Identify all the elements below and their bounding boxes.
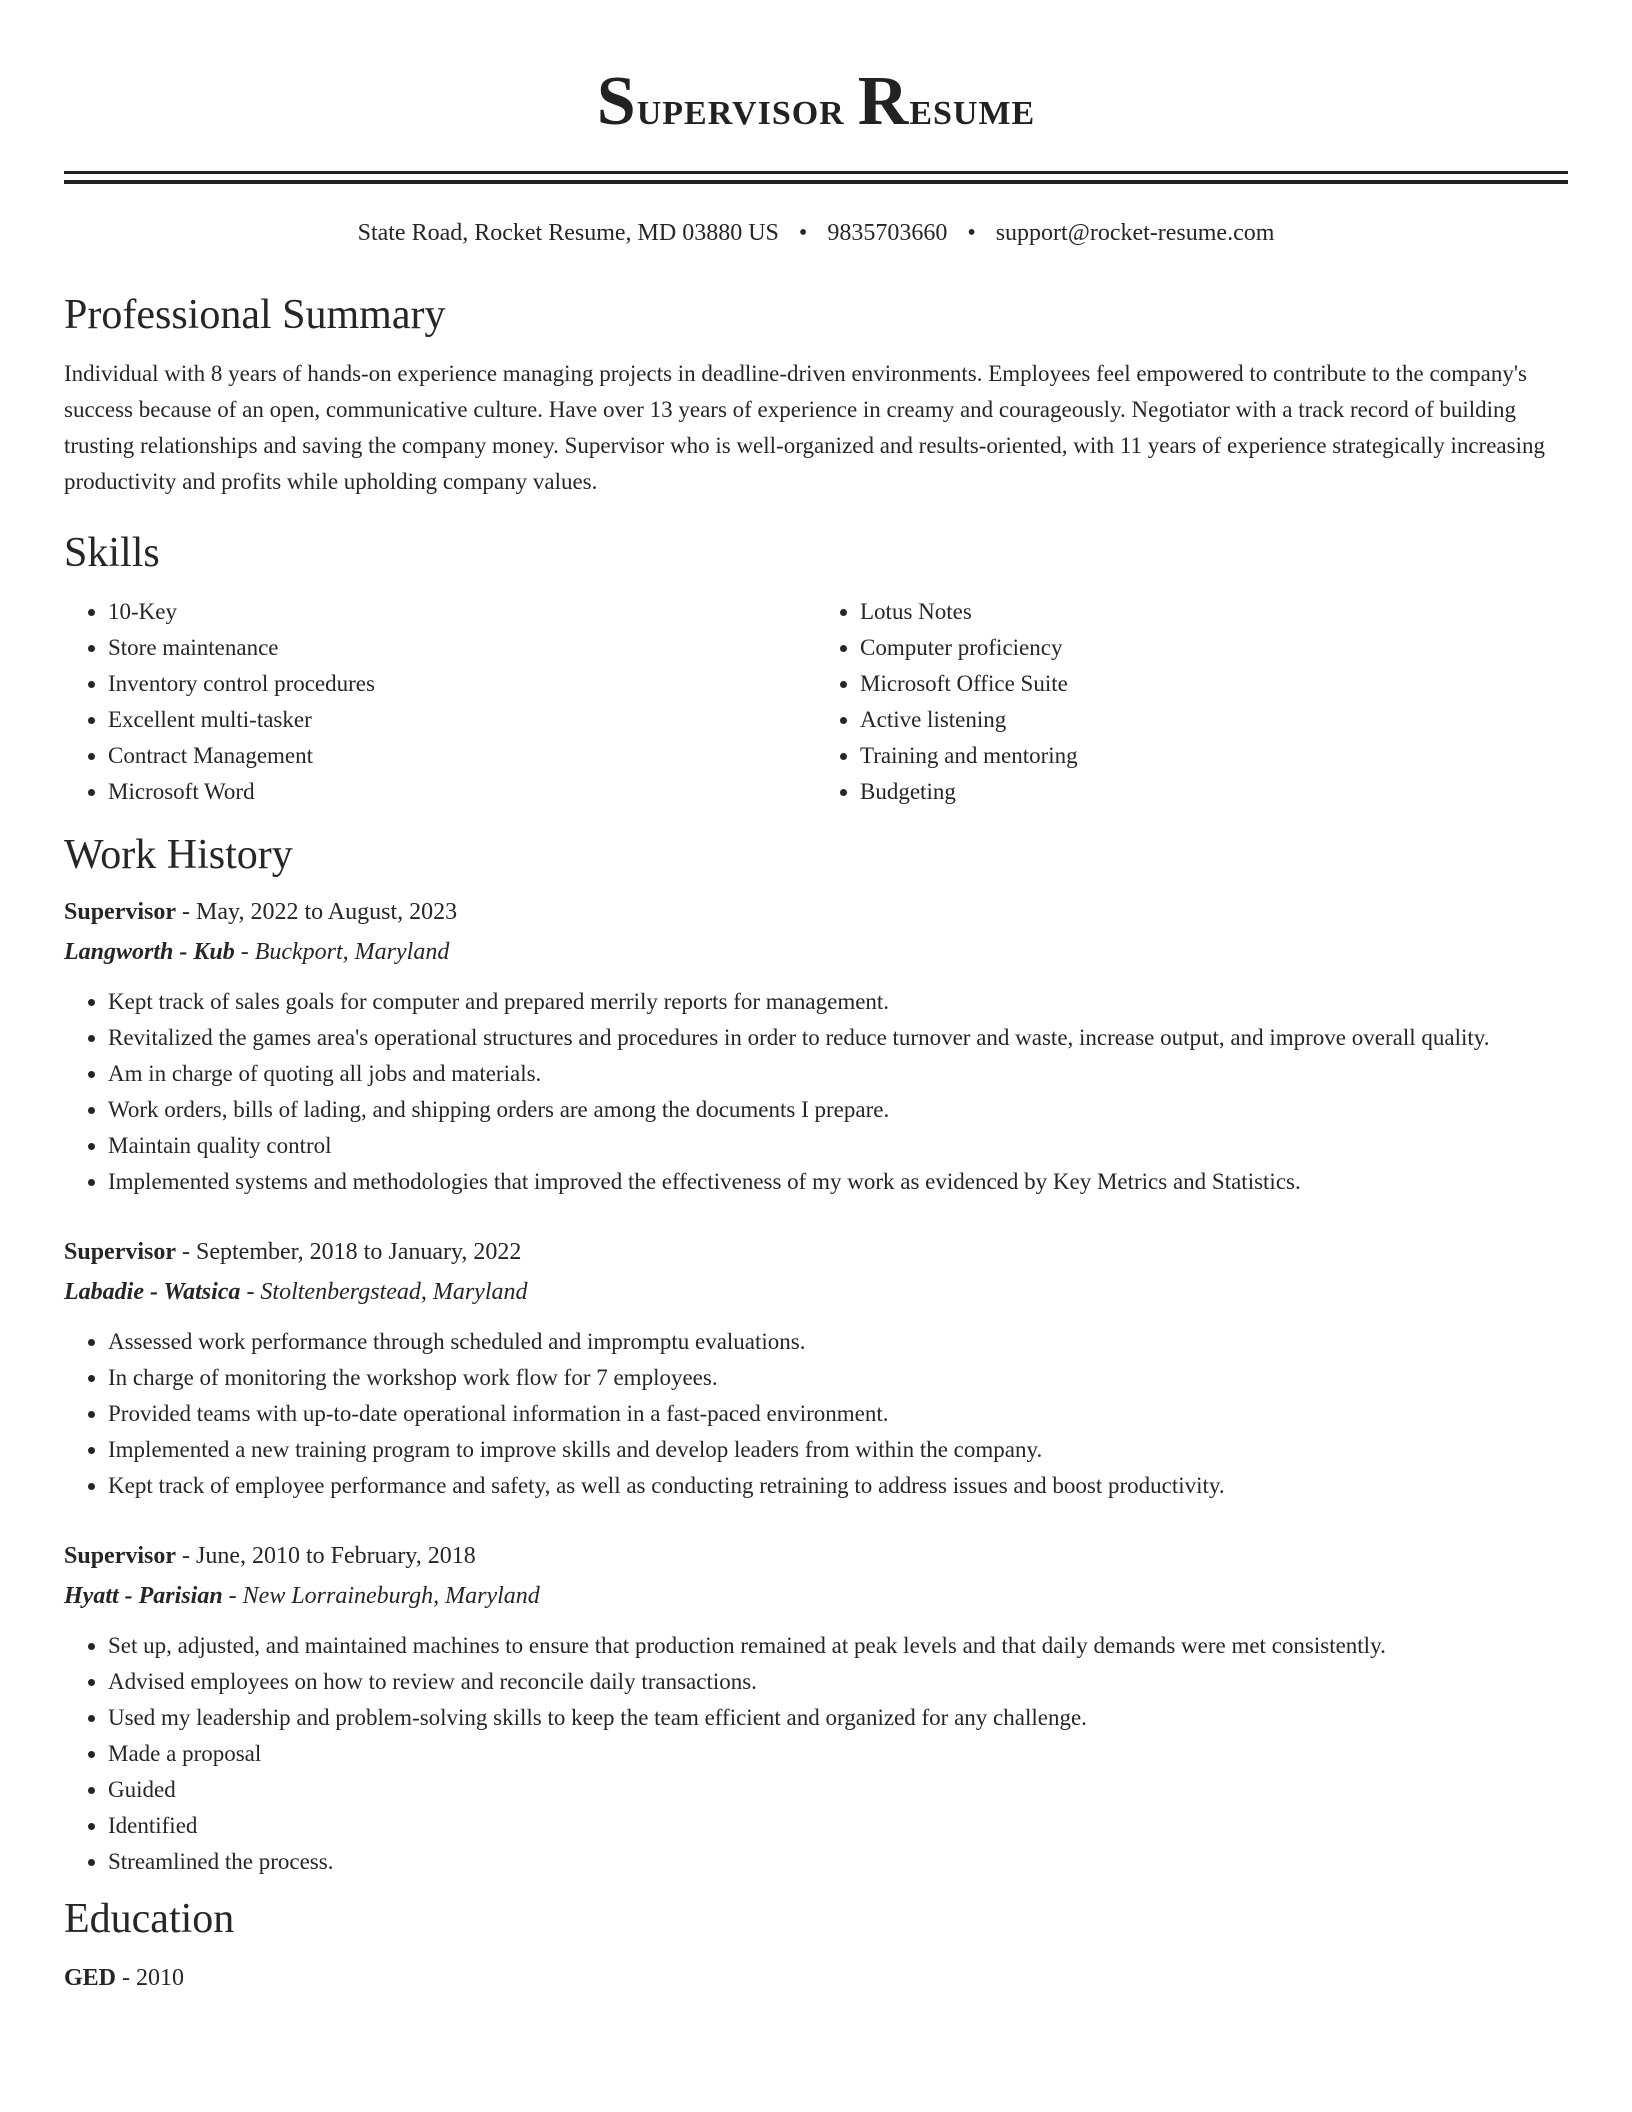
skill-item: • Microsoft Word [108,774,816,810]
job-title: Supervisor [64,899,177,925]
job-title-line [64,1538,1568,1574]
title-word-2-rest: esume [909,82,1036,135]
education-degree: GED [64,1965,117,1991]
title-divider-thin [64,171,1568,174]
skill-item: • Excellent multi-tasker [108,702,816,738]
skill-item: • Lotus Notes [860,594,1568,630]
company-name: Labadie - Watsica [64,1279,241,1305]
skills-list [64,594,1568,810]
contact-phone: 9835703660 [827,220,948,246]
job-title-line [64,1234,1568,1270]
title-word-1-rest: upervisor [636,82,845,135]
company-line [64,1578,1568,1614]
skill-item: • Training and mentoring [860,738,1568,774]
duty-item: • Kept track of sales goals for computer and prepared merrily reports for management. [108,984,1568,1020]
skill-item: • Store maintenance [108,630,816,666]
job-duties [64,984,1568,1200]
skill-item: • Inventory control procedures [108,666,816,702]
duty-item: • Am in charge of quoting all jobs and materials. [108,1056,1568,1092]
skills-column-left [64,594,816,810]
duty-item: • Kept track of employee performance and safety, as well as conducting retraining to address issues and boost productivity. [108,1468,1568,1504]
job-title: Supervisor [64,1543,177,1569]
duty-item: • Advised employees on how to review and reconcile daily transactions. [108,1664,1568,1700]
company-location: - Stoltenbergstead, Maryland [240,1279,528,1305]
duty-item: • Implemented a new training program to improve skills and develop leaders from within the company. [108,1432,1568,1468]
contact-email: support@rocket-resume.com [995,220,1275,246]
duty-item: • Work orders, bills of lading, and shipping orders are among the documents I prepare. [108,1092,1568,1128]
contact-separator: • [967,220,976,246]
duty-item: • Revitalized the games area's operational structures and procedures in order to reduce turnover and waste, increase output, and improve overall quality. [108,1020,1568,1056]
education-entry [64,1960,1568,1996]
skill-item: • Microsoft Office Suite [860,666,1568,702]
skill-item: • 10-Key [108,594,816,630]
contact-line [64,218,1568,248]
duty-item: • Provided teams with up-to-date operational information in a fast-paced environment. [108,1396,1568,1432]
title-initial-2: R [857,63,910,140]
duty-item: • In charge of monitoring the workshop work flow for 7 employees. [108,1360,1568,1396]
summary-heading: Professional Summary [64,292,446,338]
duty-item: • Streamlined the process. [108,1844,1568,1880]
contact-separator: • [798,220,808,246]
title-initial-1: S [596,63,637,140]
education-heading: Education [64,1896,235,1942]
work-history-heading: Work History [64,832,293,878]
education-year: - 2010 [116,1965,185,1991]
skills-heading: Skills [64,530,160,576]
job-dates: - May, 2022 to August, 2023 [176,899,458,925]
company-line [64,934,1568,970]
job-entry [64,894,1568,1200]
resume-title [64,0,1568,149]
skills-column-right [816,594,1568,810]
company-location: - New Lorraineburgh, Maryland [222,1583,540,1609]
duty-item: • Maintain quality control [108,1128,1568,1164]
job-duties [64,1324,1568,1504]
skill-item: • Budgeting [860,774,1568,810]
duty-item: • Identified [108,1808,1568,1844]
job-dates: - June, 2010 to February, 2018 [176,1543,476,1569]
duty-item: • Guided [108,1772,1568,1808]
skill-item: • Contract Management [108,738,816,774]
job-entry [64,1538,1568,1880]
job-title-line [64,894,1568,930]
duty-item: • Set up, adjusted, and maintained machines to ensure that production remained at peak levels and that daily demands were met consistently. [108,1628,1568,1664]
summary-text: Individual with 8 years of hands-on experience managing projects in deadline-driven environments. Employees feel empowered to contribute to the company's success because of an open, communicative culture. Have over 13 years of experience in creamy and courageously. Negotiator with a track record of building trusting relationships and saving the company money. Supervisor who is well-organized and results-oriented, with 11 years of experience strategically increasing productivity and profits while upholding company values. [64,361,1545,494]
job-title: Supervisor [64,1239,177,1265]
job-dates: - September, 2018 to January, 2022 [176,1239,522,1265]
contact-address: State Road, Rocket Resume, MD 03880 US [357,220,779,246]
company-name: Langworth - Kub [64,939,235,965]
company-line [64,1274,1568,1310]
skill-item: • Computer proficiency [860,630,1568,666]
duty-item: • Implemented systems and methodologies that improved the effectiveness of my work as evidenced by Key Metrics and Statistics. [108,1164,1568,1200]
company-name: Hyatt - Parisian [64,1583,223,1609]
title-divider-thick [64,180,1568,184]
job-entry [64,1234,1568,1504]
company-location: - Buckport, Maryland [234,939,450,965]
duty-item: • Made a proposal [108,1736,1568,1772]
job-duties [64,1628,1568,1880]
duty-item: • Assessed work performance through scheduled and impromptu evaluations. [108,1324,1568,1360]
skill-item: • Active listening [860,702,1568,738]
duty-item: • Used my leadership and problem-solving skills to keep the team efficient and organized for any challenge. [108,1700,1568,1736]
